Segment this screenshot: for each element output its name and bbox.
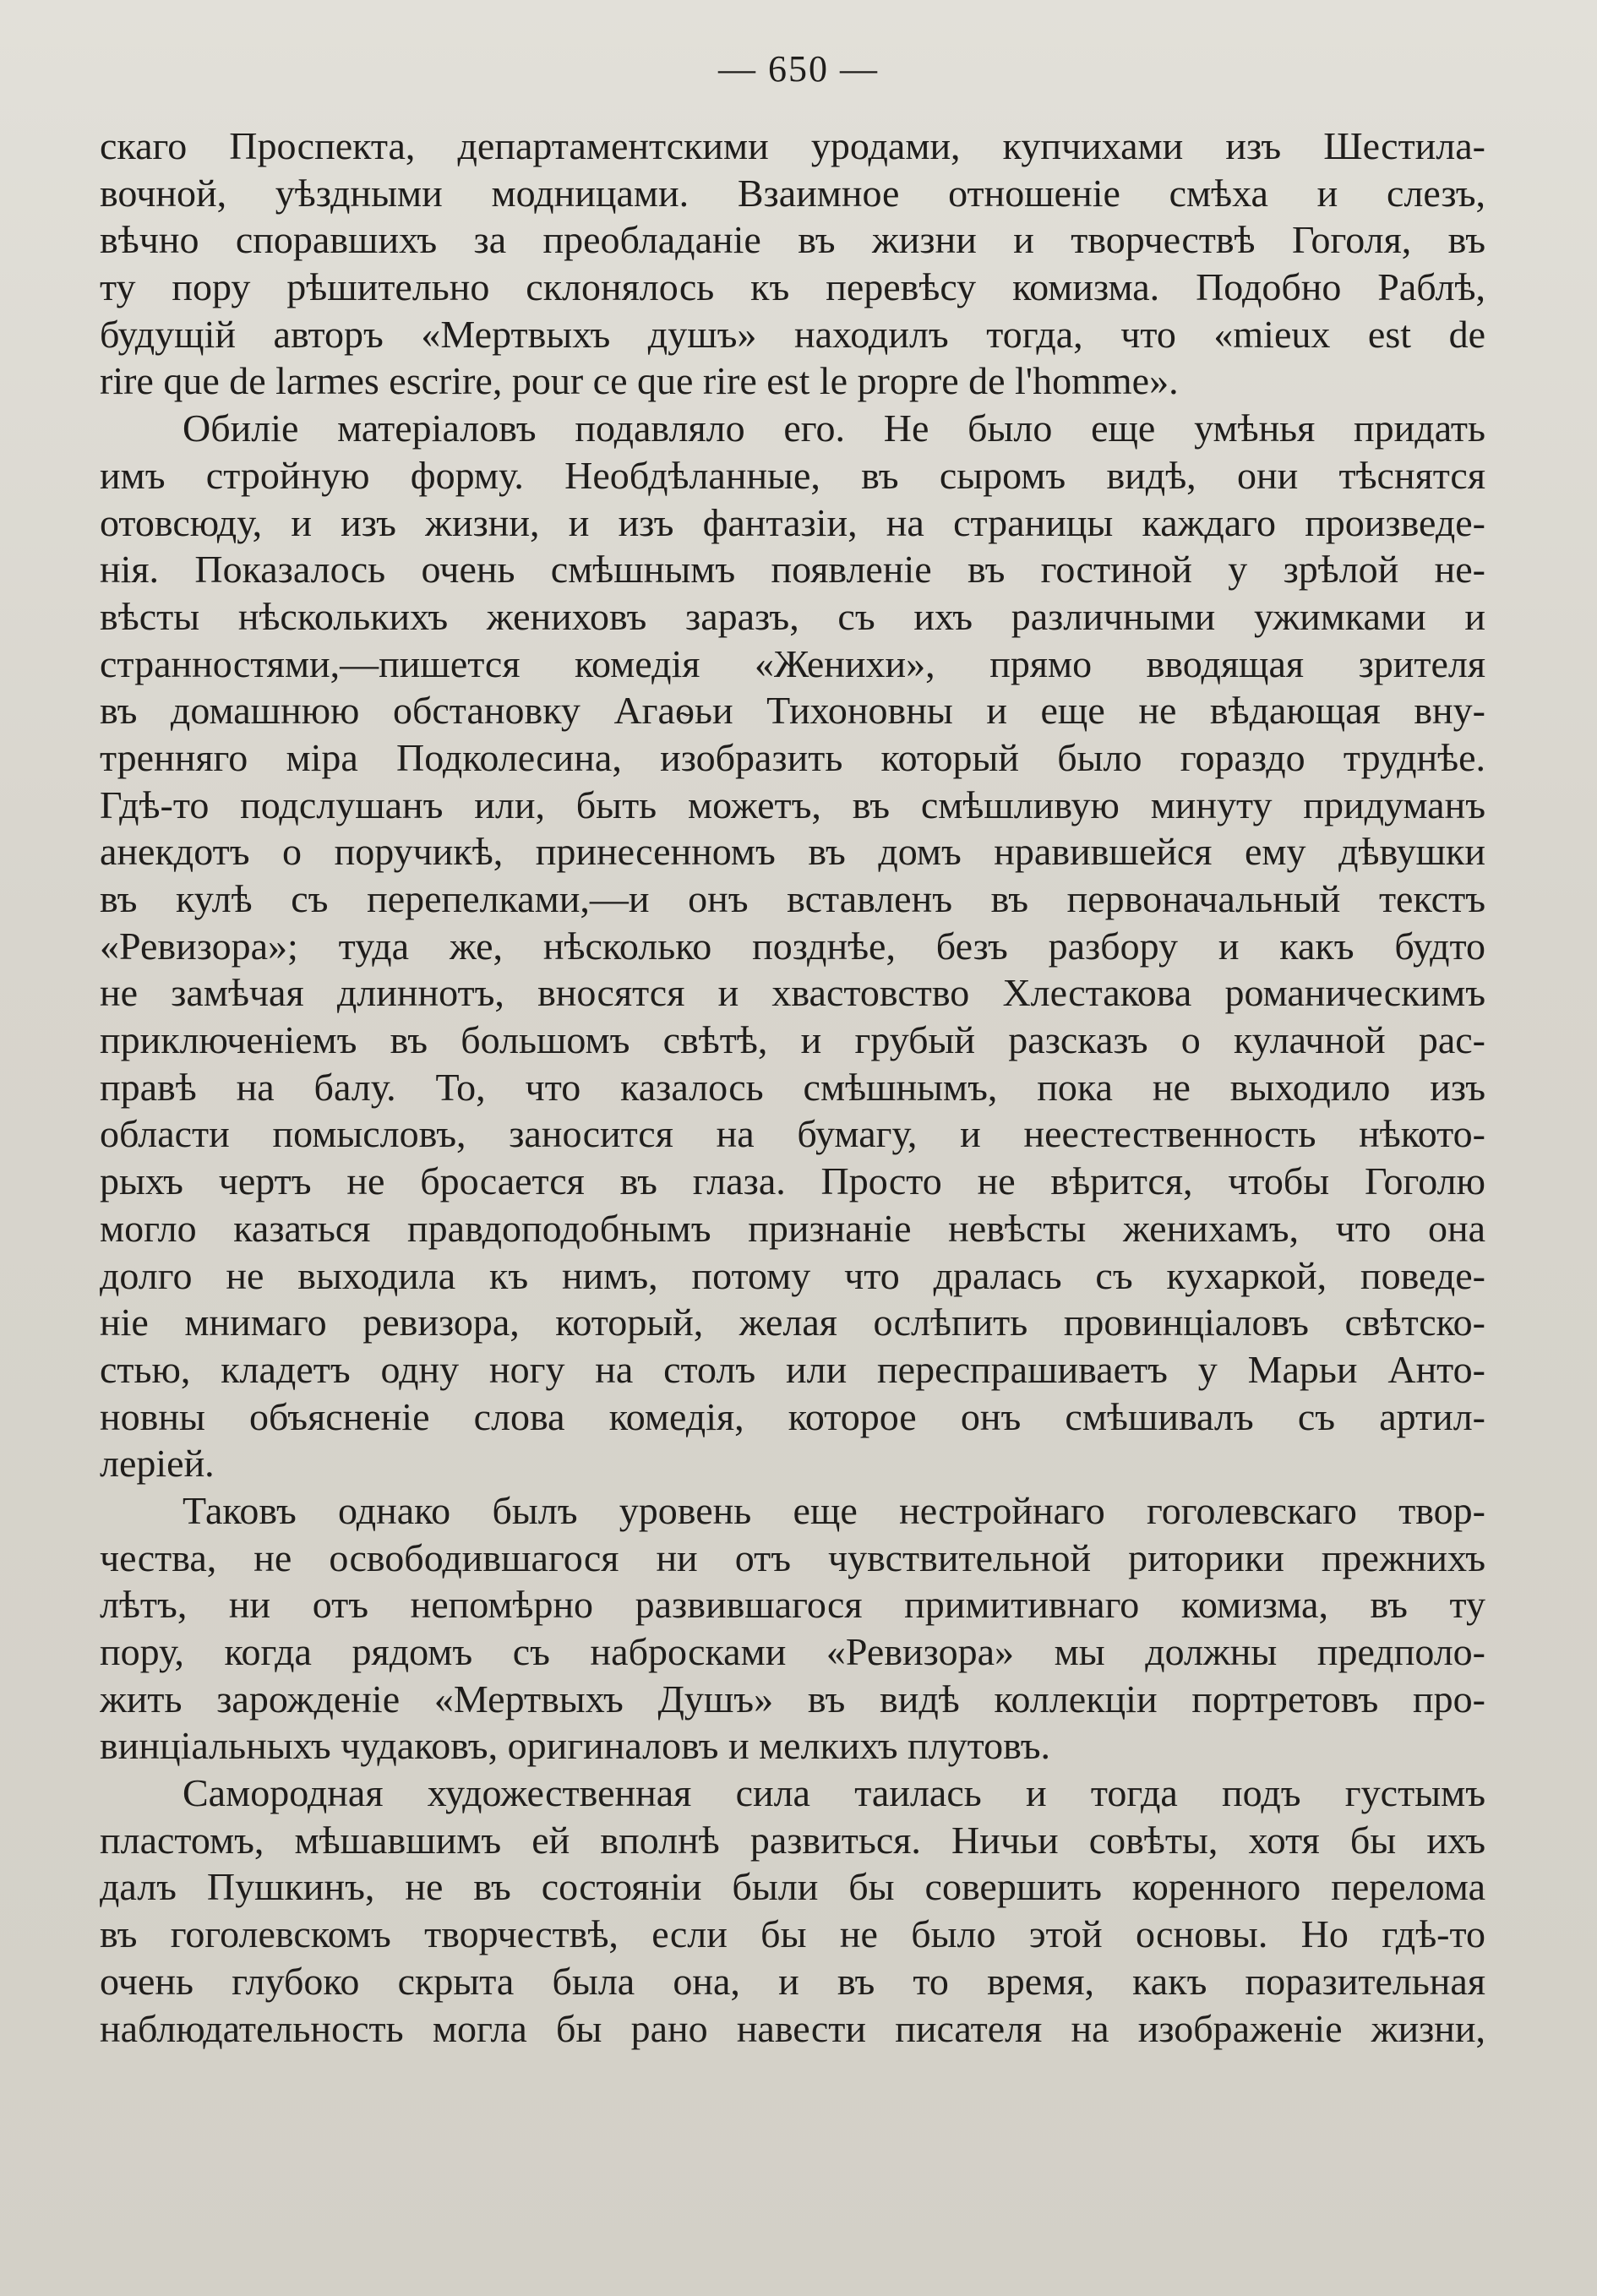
text-line: странностями,—пишется комедія «Женихи», прямо вводящая зрителя — [100, 641, 1485, 685]
text-line: леріей. — [100, 1442, 215, 1486]
text-line: rire que de larmes escrire, pour ce que rire est le propre de l'homme». — [100, 359, 1179, 403]
text-line: стью, кладетъ одну ногу на столъ или переспрашиваетъ у Марьи Анто- — [100, 1347, 1485, 1391]
paragraph — [100, 1487, 1485, 1770]
text-line: не замѣчая длиннотъ, вносятся и хвастовство Хлестакова романическимъ — [100, 971, 1485, 1015]
text-line: ту пору рѣшительно склонялось къ перевѣсу комизма. Подобно Раблѣ, — [100, 265, 1485, 309]
text-line: долго не выходила къ нимъ, потому что дралась съ кухаркой, поведе- — [100, 1253, 1485, 1297]
text-line: Таковъ однако былъ уровень еще нестройнаго гоголевскаго твор- — [183, 1488, 1485, 1532]
text-line: далъ Пушкинъ, не въ состояніи были бы совершить коренного перелома — [100, 1865, 1485, 1909]
page-number: — 650 — — [718, 48, 879, 90]
text-line: вѣчно споравшихъ за преобладаніе въ жизни и творчествѣ Гоголя, въ — [100, 218, 1485, 262]
text-line: правѣ на балу. То, что казалось смѣшнымъ, пока не выходило изъ — [100, 1065, 1485, 1109]
body-text — [100, 123, 1485, 2052]
text-line: нія. Показалось очень смѣшнымъ появленіе въ гостиной у зрѣлой не- — [100, 548, 1485, 592]
text-line: будущій авторъ «Мертвыхъ душъ» находилъ тогда, что «mieux est de — [100, 312, 1485, 356]
text-line: въ домашнюю обстановку Агаѳьи Тихоновны и еще не вѣдающая вну- — [100, 689, 1485, 733]
text-line: лѣтъ, ни отъ непомѣрно развившагося примитивнаго комизма, въ ту — [100, 1583, 1485, 1627]
paragraph — [100, 1770, 1485, 2052]
text-line: вѣсты нѣсколькихъ жениховъ заразъ, съ ихъ различными ужимками и — [100, 594, 1485, 638]
text-line: анекдотъ о поручикѣ, принесенномъ въ домъ нравившейся ему дѣвушки — [100, 830, 1485, 874]
text-line: въ гоголевскомъ творчествѣ, если бы не было этой основы. Но гдѣ-то — [100, 1912, 1485, 1956]
text-line: чества, не освободившагося ни отъ чувствительной риторики прежнихъ — [100, 1535, 1485, 1579]
text-line: вочной, уѣздными модницами. Взаимное отношеніе смѣха и слезъ, — [100, 171, 1485, 215]
text-line: пору, когда рядомъ съ набросками «Ревизора» мы должны предполо- — [100, 1630, 1485, 1673]
text-line: скаго Проспекта, департаментскими уродами, купчихами изъ Шестила- — [100, 124, 1485, 167]
text-line: «Ревизора»; туда же, нѣсколько позднѣе, безъ разбору и какъ будто — [100, 924, 1485, 968]
text-line: ніе мнимаго ревизора, который, желая ослѣпить провинціаловъ свѣтско- — [100, 1301, 1485, 1344]
text-line: жить зарожденіе «Мертвыхъ Душъ» въ видѣ коллекціи портретовъ про- — [100, 1677, 1485, 1721]
text-line: винціальныхъ чудаковъ, оригиналовъ и мелкихъ плутовъ. — [100, 1724, 1050, 1768]
paragraph — [100, 123, 1485, 405]
text-line: очень глубоко скрыта была она, и въ то время, какъ поразительная — [100, 1959, 1485, 2003]
text-line: области помысловъ, заносится на бумагу, и неестественность нѣкото- — [100, 1112, 1485, 1156]
text-line: наблюдательность могла бы рано навести писателя на изображеніе жизни, — [100, 2006, 1485, 2050]
text-line: имъ стройную форму. Необдѣланные, въ сыромъ видѣ, они тѣснятся — [100, 453, 1485, 497]
text-line: приключеніемъ въ большомъ свѣтѣ, и грубый разсказъ о кулачной рас- — [100, 1018, 1485, 1062]
text-line: Самородная художественная сила таилась и тогда подъ густымъ — [183, 1771, 1485, 1815]
paragraph — [100, 405, 1485, 1487]
text-line: Гдѣ-то подслушанъ или, быть можетъ, въ смѣшливую минуту придуманъ — [100, 783, 1485, 826]
text-line: новны объясненіе слова комедія, которое онъ смѣшивалъ съ артил- — [100, 1394, 1485, 1438]
text-line: Обиліе матеріаловъ подавляло его. Не было еще умѣнья придать — [183, 406, 1485, 450]
text-line: отовсюду, и изъ жизни, и изъ фантазіи, на страницы каждаго произведе- — [100, 500, 1485, 544]
text-line: могло казаться правдоподобнымъ признаніе невѣсты женихамъ, что она — [100, 1206, 1485, 1250]
text-line: пластомъ, мѣшавшимъ ей вполнѣ развиться. Ничьи совѣты, хотя бы ихъ — [100, 1818, 1485, 1862]
text-line: тренняго міра Подколесина, изобразить который было гораздо труднѣе. — [100, 735, 1485, 779]
text-line: въ кулѣ съ перепелками,—и онъ вставленъ въ первоначальный текстъ — [100, 877, 1485, 920]
text-line: рыхъ чертъ не бросается въ глаза. Просто не вѣрится, чтобы Гоголю — [100, 1159, 1485, 1203]
